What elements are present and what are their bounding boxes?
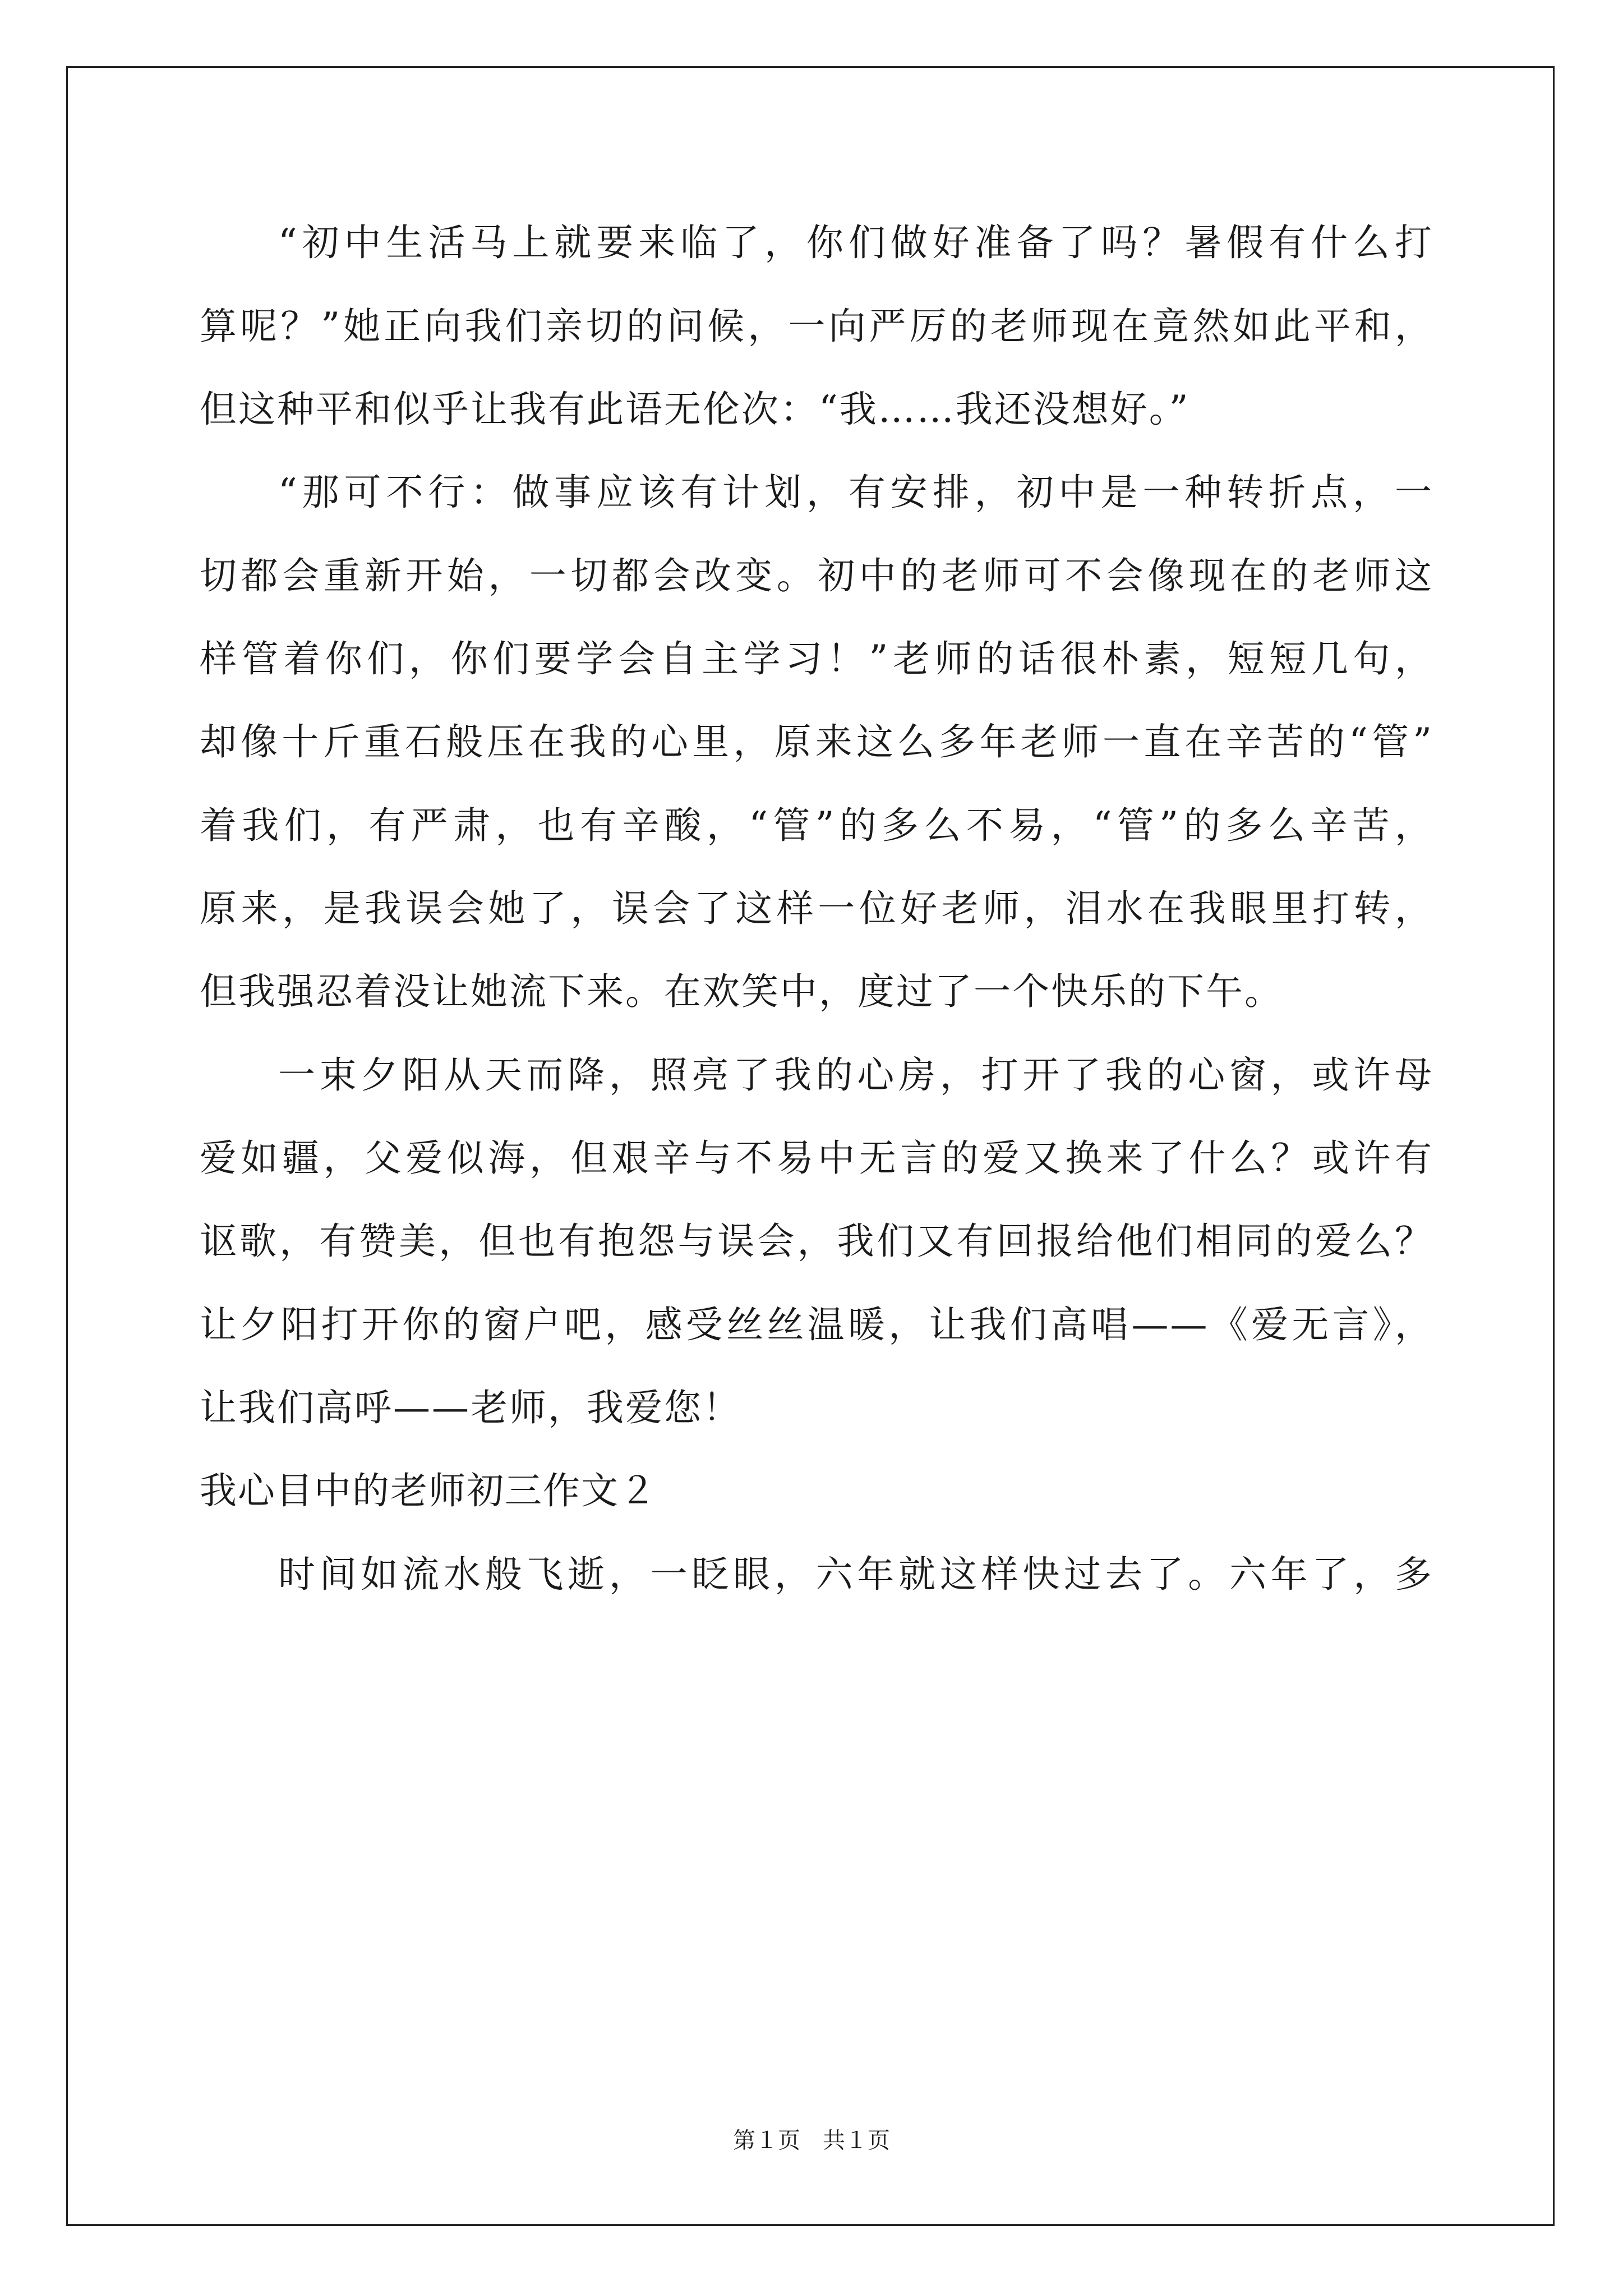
paragraph-1-line-2: 算呢？”她正向我们亲切的问候，一向严厉的老师现在竟然如此平和， [200,305,1433,348]
paragraph-2-line-5: 着我们，有严肃，也有辛酸，“管”的多么不易，“管”的多么辛苦， [200,804,1433,847]
paragraph-2-line-6: 原来，是我误会她了，误会了这样一位好老师，泪水在我眼里打转， [200,887,1433,930]
paragraph-2-line-7: 但我强忍着没让她流下来。在欢笑中，度过了一个快乐的下午。 [200,970,1283,1013]
paragraph-2-line-1: “那可不行：做事应该有计划，有安排，初中是一种转折点，一 [278,471,1433,514]
paragraph-3-line-3: 讴歌，有赞美，但也有抱怨与误会，我们又有回报给他们相同的爱么？ [200,1220,1433,1263]
page-footer: 第１页 共１页 [733,2128,890,2154]
paragraph-3-line-1: 一束夕阳从天而降，照亮了我的心房，打开了我的心窗，或许母 [278,1053,1433,1097]
paragraph-3-line-4: 让夕阳打开你的窗户吧，感受丝丝温暖，让我们高唱——《爱无言》， [200,1303,1433,1346]
paragraph-2-line-2: 切都会重新开始，一切都会改变。初中的老师可不会像现在的老师这 [200,554,1433,597]
paragraph-2-line-4: 却像十斤重石般压在我的心里，原来这么多年老师一直在辛苦的“管” [200,720,1433,763]
paragraph-3-line-2: 爱如疆，父爱似海，但艰辛与不易中无言的爱又换来了什么？或许有 [200,1137,1433,1180]
paragraph-1-line-3: 但这种平和似乎让我有此语无伦次：“我……我还没想好。” [200,388,1190,431]
paragraph-1-line-1: “初中生活马上就要来临了，你们做好准备了吗？暑假有什么打 [278,221,1433,264]
paragraph-3-line-5: 让我们高呼——老师，我爱您！ [200,1386,741,1429]
paragraph-2-line-3: 样管着你们，你们要学会自主学习！”老师的话很朴素，短短几句， [200,637,1433,680]
paragraph-4-line-1: 时间如流水般飞逝，一眨眼，六年就这样快过去了。六年了，多 [278,1553,1433,1596]
section-heading: 我心目中的老师初三作文２ [200,1469,657,1512]
